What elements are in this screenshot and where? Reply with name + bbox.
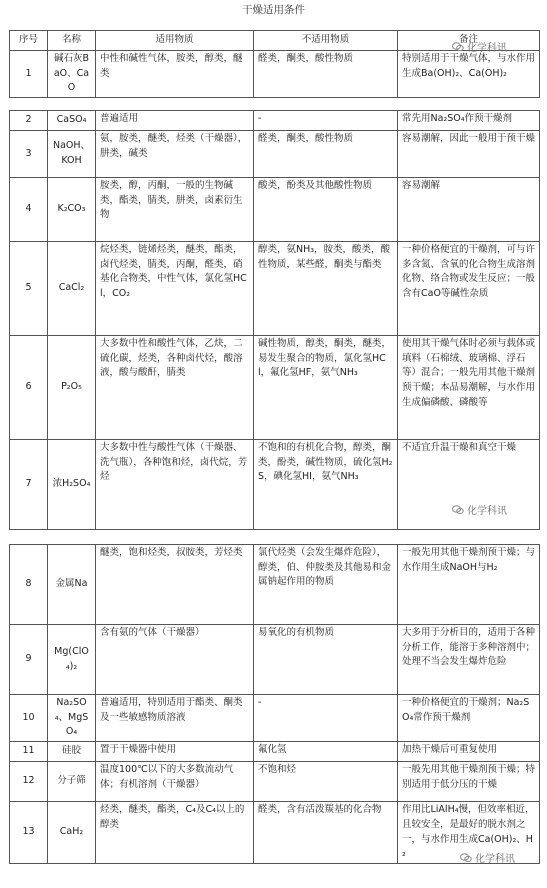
wechat-logo-icon [460,853,472,863]
header-no: 序号 [10,31,48,51]
row-unsuitable: - [254,695,398,742]
row-name: 碱石灰BaO、CaO [48,51,96,98]
table-row [10,695,540,742]
table-row [10,545,540,625]
header-suitable: 适用物质 [96,31,254,51]
row-no: 5 [10,242,48,336]
watermark [452,502,507,517]
row-suitable: 醚类，饱和烃类，叔胺类，芳烃类 [96,545,254,625]
row-name: CaCl₂ [48,242,96,336]
row-suitable: 置于干燥器中使用 [96,742,254,762]
row-unsuitable: 不饱和烃 [254,762,398,802]
row-suitable: 含有氨的气体（干燥器） [96,625,254,695]
row-name: P₂O₅ [48,336,96,440]
row-unsuitable: - [254,111,398,131]
table-row [10,111,540,131]
row-unsuitable: 醇类，氨NH₃，胺类，酸类，酸性物质，某些醛，酮类与酯类 [254,242,398,336]
row-suitable: 普遍适用，特别适用于酯类、酮类及一些敏感物质溶液 [96,695,254,742]
row-note: 加热干燥后可重复使用 [398,742,540,762]
row-note: 作用比LiAlH₄慢，但效率相近，且较安全，是最好的脱水剂之一，与水作用生成Ca(OH)₂、H₂ [398,802,540,864]
row-suitable: 大多数中性与酸性气体（干燥器、洗气瓶），各种饱和烃，卤代烷，芳烃 [96,440,254,530]
row-unsuitable: 酸类，酚类及其他酸性物质 [254,178,398,242]
row-suitable: 烃类，醚类，酯类，C₄及C₄以上的醇类 [96,802,254,864]
row-suitable: 大多数中性和酸性气体，乙炔，二硫化碳，烃类，各种卤代烃，酸溶液，酸与酸酐，腈类 [96,336,254,440]
row-suitable: 温度100℃以下的大多数流动气体；有机溶剂（干燥器） [96,762,254,802]
table-row [10,336,540,440]
row-unsuitable: 醛类，含有活泼羰基的化合物 [254,802,398,864]
table-row [10,178,540,242]
table-title: 干燥适用条件 [242,4,305,16]
row-name: NaOH、KOH [48,131,96,178]
wechat-logo-icon [452,42,464,52]
row-name: CaH₂ [48,802,96,864]
row-suitable: 普遍适用 [96,111,254,131]
row-suitable: 氨，胺类，醚类，烃类（干燥器），肼类，碱类 [96,131,254,178]
row-note: 容易潮解 [398,178,540,242]
row-suitable: 中性和碱性气体，胺类，醇类，醚类 [96,51,254,98]
row-no: 4 [10,178,48,242]
row-no: 6 [10,336,48,440]
row-note: 使用其干燥气体时必须与载体或填料（石棉绒、玻璃棉、浮石等）混合；一般先用其他干燥剂预干燥；本品易潮解，与水作用生成偏磷酸、磷酸等 [398,336,540,440]
desiccant-table-continued [9,110,540,530]
row-no: 13 [10,802,48,864]
row-name: Mg(ClO₄)₂ [48,625,96,695]
row-name: Na₂SO₄、MgSO₄ [48,695,96,742]
row-name: 金属Na [48,545,96,625]
row-no: 8 [10,545,48,625]
row-unsuitable: 不饱和的有机化合物，醇类，酮类，酚类，碱性物质，硫化氢H₂S，碘化氢HI，氨气NH₃ [254,440,398,530]
row-no: 2 [10,111,48,131]
row-note: 一种价格便宜的干燥剂；Na₂SO₄常作预干燥剂 [398,695,540,742]
row-no: 11 [10,742,48,762]
row-no: 1 [10,51,48,98]
row-note: 常先用Na₂SO₄作预干燥剂 [398,111,540,131]
row-unsuitable: 醛类，酮类，酸性物质 [254,51,398,98]
watermark-text: 化学科讯 [467,506,507,517]
row-note: 特别适用于干燥气体，与水作用生成Ba(OH)₂、Ca(OH)₂ [398,51,540,98]
watermark [460,850,515,865]
row-note: 大多用于分析目的，适用于各种分析工作，能溶于多种溶剂中；处理不当会发生爆炸危险 [398,625,540,695]
table-row [10,762,540,802]
table-row [10,625,540,695]
row-unsuitable: 氟化氢 [254,742,398,762]
header-name: 名称 [48,31,96,51]
header-unsuitable: 不适用物质 [254,31,398,51]
row-name: 浓H₂SO₄ [48,440,96,530]
row-no: 3 [10,131,48,178]
row-note: 一般先用其他干燥剂预干燥；与水作用生成NaOH与H₂ [398,545,540,625]
row-suitable: 烷烃类，链烯烃类，醚类，酯类，卤代烃类，腈类，丙酮，醛类，硝基化合物类，中性气体，氯化氢HCl，CO₂ [96,242,254,336]
row-unsuitable: 易氧化的有机物质 [254,625,398,695]
row-unsuitable: 醛类，酮类，酸性物质 [254,131,398,178]
row-note: 不适宜升温干燥和真空干燥 [398,440,540,530]
header-note: 备注 [398,31,540,51]
wechat-logo-icon [452,505,464,515]
table-row [10,131,540,178]
row-note: 容易潮解，因此一般用于预干燥 [398,131,540,178]
watermark-text: 化学科讯 [467,43,507,54]
row-suitable: 胺类，醇，丙酮，一般的生物碱类，酯类，腈类，肼类，卤素衍生物 [96,178,254,242]
table-row [10,242,540,336]
row-name: K₂CO₃ [48,178,96,242]
watermark-text: 化学科讯 [475,854,515,865]
desiccant-table-part-3 [9,544,540,864]
table-row [10,742,540,762]
row-unsuitable: 碱性物质，醇类，酮类，醚类，易发生聚合的物质，氯化氢HCl，氟化氢HF，氨气NH₃ [254,336,398,440]
row-name: 分子筛 [48,762,96,802]
row-name: CaSO₄ [48,111,96,131]
row-name: 硅胶 [48,742,96,762]
row-no: 12 [10,762,48,802]
table-row [10,51,540,98]
row-unsuitable: 氯代烃类（会发生爆炸危险），醇类，伯、仲胺类及其他易和金属钠起作用的物质 [254,545,398,625]
row-no: 7 [10,440,48,530]
row-note: 一种价格便宜的干燥剂，可与许多含氮、含氧的化合物生成溶剂化物、络合物或发生反应；一般含有CaO等碱性杂质 [398,242,540,336]
row-no: 10 [10,695,48,742]
row-note: 一般先用其他干燥剂预干燥；特别适用于低分压的干燥 [398,762,540,802]
row-no: 9 [10,625,48,695]
watermark [452,39,507,54]
